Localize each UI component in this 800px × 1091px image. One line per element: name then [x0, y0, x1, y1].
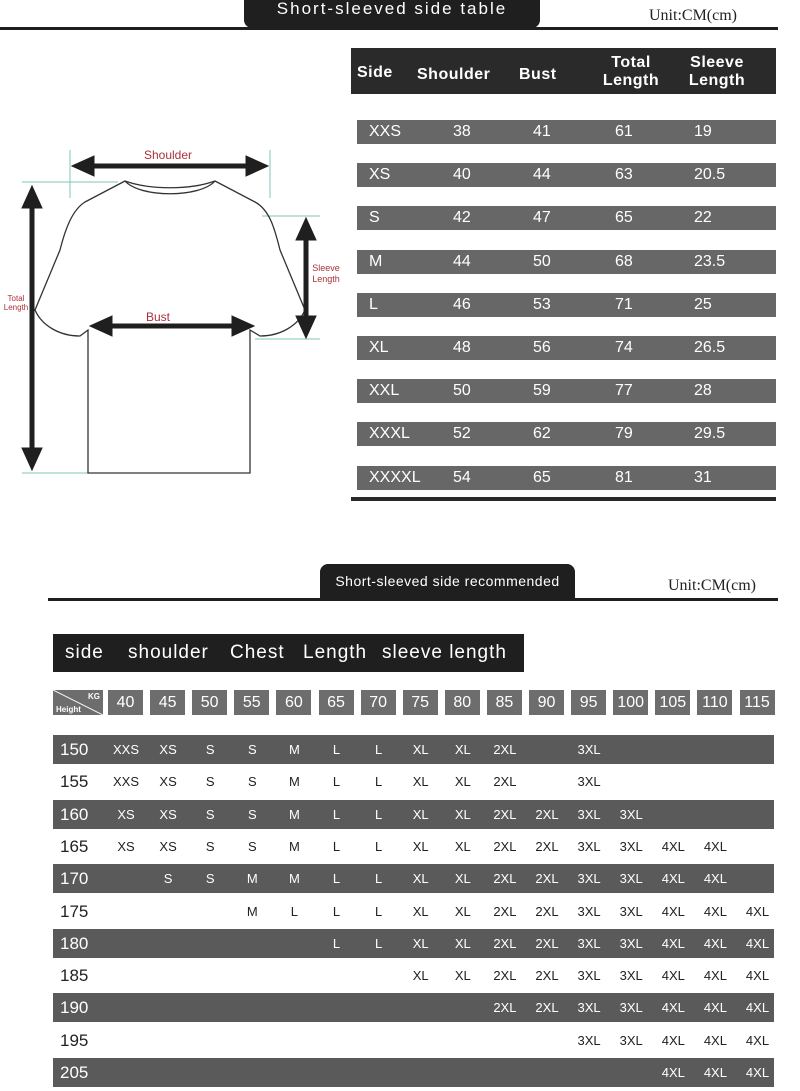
- size-recommendation-cell: 4XL: [745, 1065, 770, 1080]
- recommended-table-row: [53, 897, 774, 926]
- length-cell: 81: [615, 468, 633, 486]
- bust-label: Bust: [145, 310, 170, 324]
- sleeve-cell: 20.5: [694, 166, 726, 184]
- size-recommendation-cell: 4XL: [703, 871, 727, 887]
- size-recommendation-cell: 2XL: [535, 806, 559, 822]
- size-recommendation-cell: L: [374, 935, 383, 951]
- size-recommendation-cell: 4XL: [703, 903, 727, 919]
- rec-header-length: Length: [303, 642, 368, 663]
- header-side: Side: [357, 64, 393, 81]
- size-table-row: [357, 336, 776, 360]
- size-cell: XXXL: [369, 425, 410, 443]
- height-cell: 170: [60, 869, 89, 889]
- sleeve-length-label: Sleeve Length: [312, 263, 340, 284]
- rec-header-shoulder: shoulder: [128, 642, 209, 663]
- rec-header-chest: Chest: [230, 642, 285, 663]
- size-recommendation-cell: 2XL: [493, 903, 517, 919]
- shoulder-cell: 52: [453, 425, 471, 443]
- length-cell: 65: [615, 209, 633, 227]
- size-recommendation-cell: 4XL: [661, 1065, 685, 1080]
- bust-cell: 53: [533, 295, 551, 313]
- size-recommendation-cell: 3XL: [619, 838, 643, 854]
- size-recommendation-cell: XL: [412, 742, 429, 757]
- size-cell: XXXXL: [369, 468, 421, 486]
- size-cell: XS: [369, 166, 391, 184]
- sleeve-cell: 23.5: [694, 252, 726, 270]
- size-recommendation-cell: 3XL: [619, 935, 643, 951]
- header-sleeve-length: Sleeve Length: [688, 54, 746, 89]
- size-recommendation-cell: L: [332, 806, 341, 822]
- shoulder-cell: 48: [453, 339, 471, 356]
- size-table-row: [357, 422, 776, 446]
- size-recommendation-cell: M: [246, 903, 258, 919]
- size-cell: L: [369, 295, 378, 313]
- size-recommendation-cell: M: [288, 838, 300, 854]
- size-recommendation-cell: XS: [117, 838, 135, 854]
- size-recommendation-cell: M: [288, 871, 300, 887]
- length-cell: 74: [615, 339, 633, 356]
- size-recommendation-cell: 2XL: [535, 838, 559, 854]
- size-recommendation-cell: L: [374, 742, 383, 757]
- bust-cell: 44: [533, 166, 551, 184]
- size-recommendation-cell: M: [288, 806, 300, 822]
- total-length-label: Total Length: [3, 294, 29, 312]
- weight-header-cell: 90: [529, 690, 564, 715]
- bust-cell: 50: [533, 252, 551, 270]
- size-recommendation-cell: XL: [454, 935, 471, 951]
- height-cell: 175: [60, 901, 89, 921]
- size-recommendation-cell: 3XL: [577, 871, 601, 887]
- size-recommendation-cell: XL: [454, 742, 471, 757]
- recommended-table-header: [53, 634, 524, 672]
- size-recommendation-cell: 4XL: [703, 935, 727, 951]
- size-recommendation-cell: XL: [454, 871, 471, 887]
- length-cell: 68: [615, 252, 633, 270]
- size-recommendation-cell: 4XL: [661, 838, 685, 854]
- bust-cell: 47: [533, 209, 551, 227]
- length-cell: 63: [615, 166, 633, 184]
- size-recommendation-cell: XL: [412, 774, 429, 790]
- weight-header-cell: 45: [150, 690, 185, 715]
- size-recommendation-cell: 2XL: [535, 903, 559, 919]
- size-recommendation-cell: S: [247, 774, 257, 790]
- height-cell: 150: [60, 740, 89, 759]
- size-recommendation-cell: 2XL: [493, 774, 517, 790]
- weight-header-cell: 40: [108, 690, 143, 715]
- size-recommendation-cell: XS: [159, 742, 177, 757]
- size-cell: S: [369, 209, 380, 227]
- size-recommendation-cell: 2XL: [493, 935, 517, 951]
- weight-header-cell: 65: [319, 690, 354, 715]
- weight-header-cell: 85: [487, 690, 522, 715]
- top-divider: [0, 27, 778, 30]
- size-recommendation-cell: S: [205, 774, 215, 790]
- size-recommendation-cell: 4XL: [703, 1000, 727, 1016]
- weight-header-cell: 75: [403, 690, 438, 715]
- size-table-title: Short-sleeved side table: [244, 0, 540, 28]
- size-recommendation-cell: L: [374, 871, 383, 887]
- size-recommendation-cell: XL: [454, 774, 471, 790]
- size-recommendation-cell: 2XL: [493, 1000, 517, 1016]
- height-cell: 205: [60, 1063, 89, 1082]
- size-table-row: [357, 293, 776, 317]
- size-recommendation-cell: S: [247, 806, 257, 822]
- weight-header-cell: 70: [361, 690, 396, 715]
- height-cell: 185: [60, 966, 89, 986]
- shoulder-cell: 50: [453, 382, 471, 400]
- weight-header-cell: 115: [740, 690, 775, 715]
- size-recommendation-cell: XL: [412, 968, 429, 984]
- length-cell: 71: [615, 295, 633, 313]
- recommended-table-title: Short-sleeved side recommended table: [320, 564, 575, 598]
- size-table-row: [357, 466, 776, 490]
- size-cell: M: [369, 252, 383, 270]
- size-table-row: [357, 120, 776, 144]
- sleeve-cell: 22: [694, 209, 712, 227]
- size-table-header: [351, 48, 776, 94]
- size-recommendation-cell: 3XL: [619, 1000, 643, 1016]
- size-recommendation-cell: 3XL: [619, 871, 643, 887]
- weight-header-cell: 110: [697, 690, 732, 715]
- size-cell: XL: [369, 339, 389, 356]
- shoulder-cell: 40: [453, 166, 471, 184]
- size-recommendation-cell: XL: [412, 935, 429, 951]
- weight-header-cell: 55: [234, 690, 269, 715]
- size-recommendation-cell: XL: [412, 903, 429, 919]
- size-recommendation-cell: 2XL: [493, 838, 517, 854]
- size-recommendation-cell: L: [332, 871, 341, 887]
- size-recommendation-cell: 4XL: [703, 1065, 727, 1080]
- size-recommendation-cell: M: [288, 742, 300, 757]
- size-recommendation-cell: M: [246, 871, 258, 887]
- size-recommendation-cell: 3XL: [619, 968, 643, 984]
- size-recommendation-cell: 2XL: [535, 935, 559, 951]
- weight-header-cell: 105: [655, 690, 690, 715]
- size-recommendation-cell: S: [205, 871, 215, 887]
- shoulder-label: Shoulder: [143, 148, 193, 162]
- size-table-bottom-rule: [351, 497, 776, 501]
- bottom-divider: [48, 598, 778, 601]
- weight-header-cell: 80: [445, 690, 480, 715]
- size-table-row: [357, 250, 776, 274]
- size-recommendation-cell: 4XL: [661, 903, 685, 919]
- recommended-table-row: [53, 1026, 774, 1055]
- weight-header-cell: 50: [192, 690, 227, 715]
- sleeve-cell: 29.5: [694, 425, 726, 443]
- size-recommendation-cell: 4XL: [745, 935, 770, 951]
- size-recommendation-cell: 3XL: [577, 935, 601, 951]
- size-recommendation-cell: XL: [412, 838, 429, 854]
- size-recommendation-cell: 3XL: [577, 1000, 601, 1016]
- length-cell: 61: [615, 123, 633, 140]
- bottom-unit-label: Unit:CM(cm): [668, 577, 756, 594]
- sleeve-cell: 28: [694, 382, 712, 400]
- header-bust: Bust: [519, 66, 557, 83]
- size-recommendation-cell: S: [205, 742, 215, 757]
- shoulder-cell: 38: [453, 123, 471, 140]
- size-recommendation-cell: 2XL: [493, 806, 517, 822]
- size-recommendation-cell: S: [205, 806, 215, 822]
- bust-cell: 62: [533, 425, 551, 443]
- size-recommendation-cell: 2XL: [493, 871, 517, 887]
- size-recommendation-cell: 2XL: [535, 871, 559, 887]
- size-recommendation-cell: L: [374, 903, 383, 919]
- recommended-table-row: [53, 864, 774, 893]
- size-recommendation-cell: XL: [454, 968, 471, 984]
- size-recommendation-cell: XL: [454, 903, 471, 919]
- size-recommendation-cell: 2XL: [493, 968, 517, 984]
- size-recommendation-cell: S: [247, 838, 257, 854]
- shoulder-cell: 42: [453, 209, 471, 227]
- height-weight-corner-cell: [53, 690, 103, 715]
- size-recommendation-cell: 4XL: [703, 838, 727, 854]
- size-recommendation-cell: 4XL: [703, 1032, 727, 1048]
- size-table-row: [357, 379, 776, 403]
- size-recommendation-cell: 4XL: [745, 1032, 770, 1048]
- size-recommendation-cell: 2XL: [493, 742, 517, 757]
- size-recommendation-cell: S: [205, 838, 215, 854]
- size-cell: XXL: [369, 382, 400, 400]
- size-recommendation-cell: 4XL: [661, 1032, 685, 1048]
- size-recommendation-cell: 3XL: [577, 838, 601, 854]
- size-recommendation-cell: 3XL: [619, 1032, 643, 1048]
- size-recommendation-cell: 4XL: [661, 1000, 685, 1016]
- size-recommendation-cell: L: [332, 774, 341, 790]
- weight-header-cell: 100: [613, 690, 648, 715]
- size-recommendation-cell: XL: [412, 806, 429, 822]
- size-recommendation-cell: L: [374, 774, 383, 790]
- height-cell: 180: [60, 933, 89, 953]
- sleeve-cell: 19: [694, 123, 712, 140]
- size-recommendation-cell: L: [332, 742, 341, 757]
- size-recommendation-cell: 4XL: [745, 1000, 770, 1016]
- size-recommendation-cell: 3XL: [577, 968, 601, 984]
- size-recommendation-cell: XS: [117, 806, 135, 822]
- size-recommendation-cell: L: [332, 935, 341, 951]
- size-recommendation-cell: S: [247, 742, 257, 757]
- size-recommendation-cell: L: [374, 806, 383, 822]
- size-recommendation-cell: XL: [454, 806, 471, 822]
- size-recommendation-cell: XL: [454, 838, 471, 854]
- size-recommendation-cell: XS: [159, 838, 177, 854]
- header-total-length: Total Length: [602, 54, 660, 89]
- top-unit-label: Unit:CM(cm): [649, 7, 737, 24]
- corner-kg-label: KG: [88, 692, 100, 701]
- size-recommendation-cell: L: [374, 838, 383, 854]
- size-recommendation-cell: L: [332, 838, 341, 854]
- shoulder-cell: 46: [453, 295, 471, 313]
- size-recommendation-cell: 3XL: [577, 774, 601, 790]
- size-table-row: [357, 206, 776, 230]
- size-recommendation-cell: 3XL: [577, 903, 601, 919]
- size-cell: XXS: [369, 123, 402, 140]
- size-recommendation-cell: 3XL: [619, 806, 643, 822]
- length-cell: 77: [615, 382, 633, 400]
- height-cell: 190: [60, 998, 89, 1018]
- sleeve-cell: 25: [694, 295, 712, 313]
- recommended-table-row: [53, 961, 774, 990]
- shoulder-cell: 54: [453, 468, 471, 486]
- header-shoulder: Shoulder: [417, 66, 491, 83]
- size-recommendation-cell: XXS: [112, 774, 139, 790]
- weight-header-cell: 95: [571, 690, 606, 715]
- bust-cell: 65: [533, 468, 551, 486]
- size-recommendation-cell: XXS: [112, 742, 139, 757]
- size-recommendation-cell: 3XL: [619, 903, 643, 919]
- rec-header-sleeve-length: sleeve length: [382, 642, 507, 663]
- bust-cell: 59: [533, 382, 551, 400]
- recommended-table-row: [53, 767, 774, 796]
- recommended-table-row: [53, 929, 774, 958]
- height-cell: 165: [60, 836, 89, 856]
- weight-header-cell: 60: [276, 690, 311, 715]
- size-recommendation-cell: 3XL: [577, 742, 601, 757]
- size-recommendation-cell: L: [290, 903, 298, 919]
- size-recommendation-cell: 2XL: [535, 1000, 559, 1016]
- height-cell: 155: [60, 772, 89, 792]
- height-cell: 160: [60, 804, 89, 824]
- recommended-table-row: [53, 993, 774, 1022]
- size-recommendation-cell: 2XL: [535, 968, 559, 984]
- bust-cell: 41: [533, 123, 551, 140]
- size-recommendation-cell: M: [288, 774, 300, 790]
- recommended-table-row: [53, 735, 774, 764]
- size-recommendation-cell: S: [163, 871, 173, 887]
- size-table-row: [357, 163, 776, 187]
- size-recommendation-cell: 4XL: [661, 935, 685, 951]
- shoulder-cell: 44: [453, 252, 471, 270]
- rec-header-side: side: [65, 642, 104, 663]
- size-recommendation-cell: 4XL: [661, 871, 685, 887]
- size-recommendation-cell: 3XL: [577, 1032, 601, 1048]
- height-cell: 195: [60, 1030, 89, 1050]
- size-recommendation-cell: XL: [412, 871, 429, 887]
- recommended-table-row: [53, 800, 774, 829]
- size-recommendation-cell: 4XL: [745, 903, 770, 919]
- size-recommendation-cell: 4XL: [703, 968, 727, 984]
- size-recommendation-cell: 3XL: [577, 806, 601, 822]
- recommended-table-row: [53, 832, 774, 861]
- size-recommendation-cell: L: [332, 903, 341, 919]
- size-recommendation-cell: XS: [159, 806, 177, 822]
- recommended-table-row: [53, 1058, 774, 1087]
- size-recommendation-cell: 4XL: [661, 968, 685, 984]
- length-cell: 79: [615, 425, 633, 443]
- bust-cell: 56: [533, 339, 551, 356]
- size-recommendation-cell: XS: [159, 774, 177, 790]
- sleeve-cell: 26.5: [694, 339, 726, 356]
- sleeve-cell: 31: [694, 468, 712, 486]
- corner-height-label: Height: [56, 705, 81, 714]
- size-recommendation-cell: 4XL: [745, 968, 770, 984]
